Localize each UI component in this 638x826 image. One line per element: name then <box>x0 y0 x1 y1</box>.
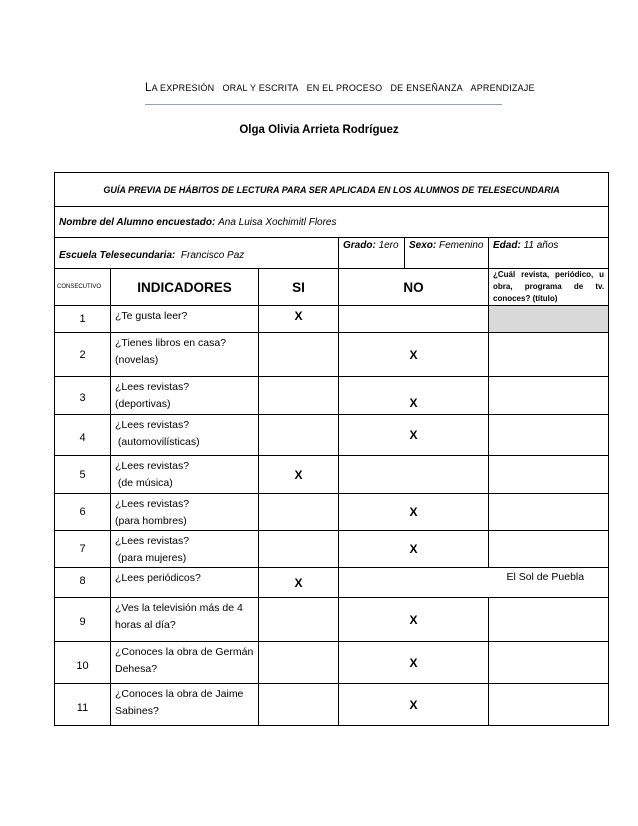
table-row <box>55 642 609 684</box>
row-no: X <box>339 377 489 415</box>
table-row <box>55 494 609 531</box>
header-word-5: APRENDIZAJE <box>470 83 535 93</box>
row-which <box>489 456 609 494</box>
question-line-1: ¿Lees revistas? <box>115 535 190 547</box>
row-number: 6 <box>55 494 111 531</box>
row-question <box>111 333 259 377</box>
row-si <box>259 531 339 568</box>
row-question <box>111 377 259 415</box>
document-header <box>145 82 535 94</box>
question-line-1: ¿Lees revistas? <box>115 460 190 472</box>
header-rule <box>145 104 502 105</box>
age-label: Edad: <box>493 240 521 251</box>
row-question <box>111 415 259 456</box>
row-no: X <box>339 494 489 531</box>
row-number: 7 <box>55 531 111 568</box>
row-question <box>111 684 259 726</box>
table-row <box>55 333 609 377</box>
row-question <box>111 598 259 642</box>
row-si <box>259 598 339 642</box>
row-no <box>339 456 489 494</box>
col-which: ¿Cuál revista, periódico, u obra, programa de tv. conoces? (título) <box>489 269 609 306</box>
form-title: GUÍA PREVIA DE HÁBITOS DE LECTURA PARA SER APLICADA EN LOS ALUMNOS DE TELESECUNDARIA <box>55 173 609 207</box>
row-si: X <box>259 568 339 598</box>
author-name: Olga Olivia Arrieta Rodríguez <box>239 124 399 136</box>
grade-label: Grado: <box>343 240 376 251</box>
question-line-1: ¿Conoces la obra de Jaime <box>115 688 244 700</box>
form-title-row <box>55 173 609 207</box>
row-no: X <box>339 333 489 377</box>
row-si <box>259 684 339 726</box>
row-question <box>111 568 259 598</box>
header-initial: L <box>145 82 152 94</box>
table-row <box>55 598 609 642</box>
row-no: X <box>339 531 489 568</box>
header-word-4: DE ENSEÑANZA <box>390 83 463 93</box>
row-number: 1 <box>55 306 111 333</box>
row-which <box>489 494 609 531</box>
student-cell <box>55 207 609 238</box>
question-line-1: ¿Ves la televisión más de 4 <box>115 602 243 614</box>
sex-label: Sexo: <box>409 240 437 251</box>
question-line-1: ¿Conoces la obra de Germán <box>115 646 254 658</box>
row-si <box>259 494 339 531</box>
col-no: NO <box>339 269 489 306</box>
table-row <box>55 306 609 333</box>
row-no: X <box>339 415 489 456</box>
row-si: X <box>259 456 339 494</box>
row-number: 3 <box>55 377 111 415</box>
table-row <box>55 456 609 494</box>
question-line-1: ¿Te gusta leer? <box>115 310 188 322</box>
row-no: X <box>339 598 489 642</box>
question-line-1: ¿Lees revistas? <box>115 498 190 510</box>
header-word-1: A EXPRESIÓN <box>151 83 215 93</box>
student-value: Ana Luisa Xochimitl Flores <box>218 216 337 228</box>
row-number: 2 <box>55 333 111 377</box>
age-cell <box>489 238 609 269</box>
row-which <box>489 377 609 415</box>
col-indicadores: INDICADORES <box>111 269 259 306</box>
row-no: X <box>339 684 489 726</box>
row-si <box>259 377 339 415</box>
question-line-2: (deportivas) <box>115 398 171 410</box>
row-which-answer <box>339 568 609 598</box>
row-which <box>489 684 609 726</box>
question-line-1: ¿Lees revistas? <box>115 381 190 393</box>
row-number: 4 <box>55 415 111 456</box>
table-row <box>55 377 609 415</box>
age-value: 11 años <box>523 240 559 251</box>
grade-value: 1ero <box>378 240 399 251</box>
school-value: Francisco Paz <box>180 250 245 261</box>
question-line-1: ¿Lees revistas? <box>115 419 190 431</box>
sex-value: Femenino <box>439 240 484 251</box>
student-label: Nombre del Alumno encuestado: <box>59 216 216 228</box>
school-cell <box>55 238 339 269</box>
row-question <box>111 494 259 531</box>
row-number: 11 <box>55 684 111 726</box>
row-which <box>489 306 609 333</box>
row-number: 8 <box>55 568 111 598</box>
question-line-1: ¿Tienes libros en casa? <box>115 337 227 349</box>
row-which: El Sol de Puebla <box>506 571 585 583</box>
student-row <box>55 207 609 238</box>
row-question <box>111 531 259 568</box>
table-row <box>55 568 609 598</box>
grade-cell <box>339 238 405 269</box>
row-number: 5 <box>55 456 111 494</box>
row-which <box>489 598 609 642</box>
survey-table <box>54 172 609 726</box>
question-line-2: Dehesa? <box>115 663 158 675</box>
row-no <box>339 306 489 333</box>
row-si <box>259 642 339 684</box>
question-line-2: horas al día? <box>115 619 176 631</box>
question-line-2: (para hombres) <box>115 515 187 527</box>
question-line-2: (para mujeres) <box>117 552 187 564</box>
row-no: X <box>339 642 489 684</box>
header-word-2: ORAL Y ESCRITA <box>222 83 299 93</box>
row-number: 9 <box>55 598 111 642</box>
row-which <box>489 531 609 568</box>
school-row <box>55 238 609 269</box>
col-si: SI <box>259 269 339 306</box>
row-question <box>111 642 259 684</box>
row-question <box>111 306 259 333</box>
row-si <box>259 415 339 456</box>
school-label: Escuela Telesecundaria: <box>59 250 176 261</box>
row-question <box>111 456 259 494</box>
question-line-2: (de música) <box>117 477 173 489</box>
row-which <box>489 642 609 684</box>
question-line-2: Sabines? <box>115 705 159 717</box>
table-row <box>55 684 609 726</box>
row-si <box>259 333 339 377</box>
row-si: X <box>259 306 339 333</box>
question-line-1: ¿Lees periódicos? <box>115 572 201 584</box>
question-line-2: (novelas) <box>115 354 159 366</box>
question-line-2: (automovilísticas) <box>117 436 200 448</box>
row-which <box>489 333 609 377</box>
table-row <box>55 531 609 568</box>
sex-cell <box>405 238 489 269</box>
column-header-row <box>55 269 609 306</box>
row-which <box>489 415 609 456</box>
table-row <box>55 415 609 456</box>
row-number: 10 <box>55 642 111 684</box>
header-word-3: EN EL PROCESO <box>306 83 383 93</box>
col-consecutivo: CONSECUTIVO <box>55 269 111 306</box>
